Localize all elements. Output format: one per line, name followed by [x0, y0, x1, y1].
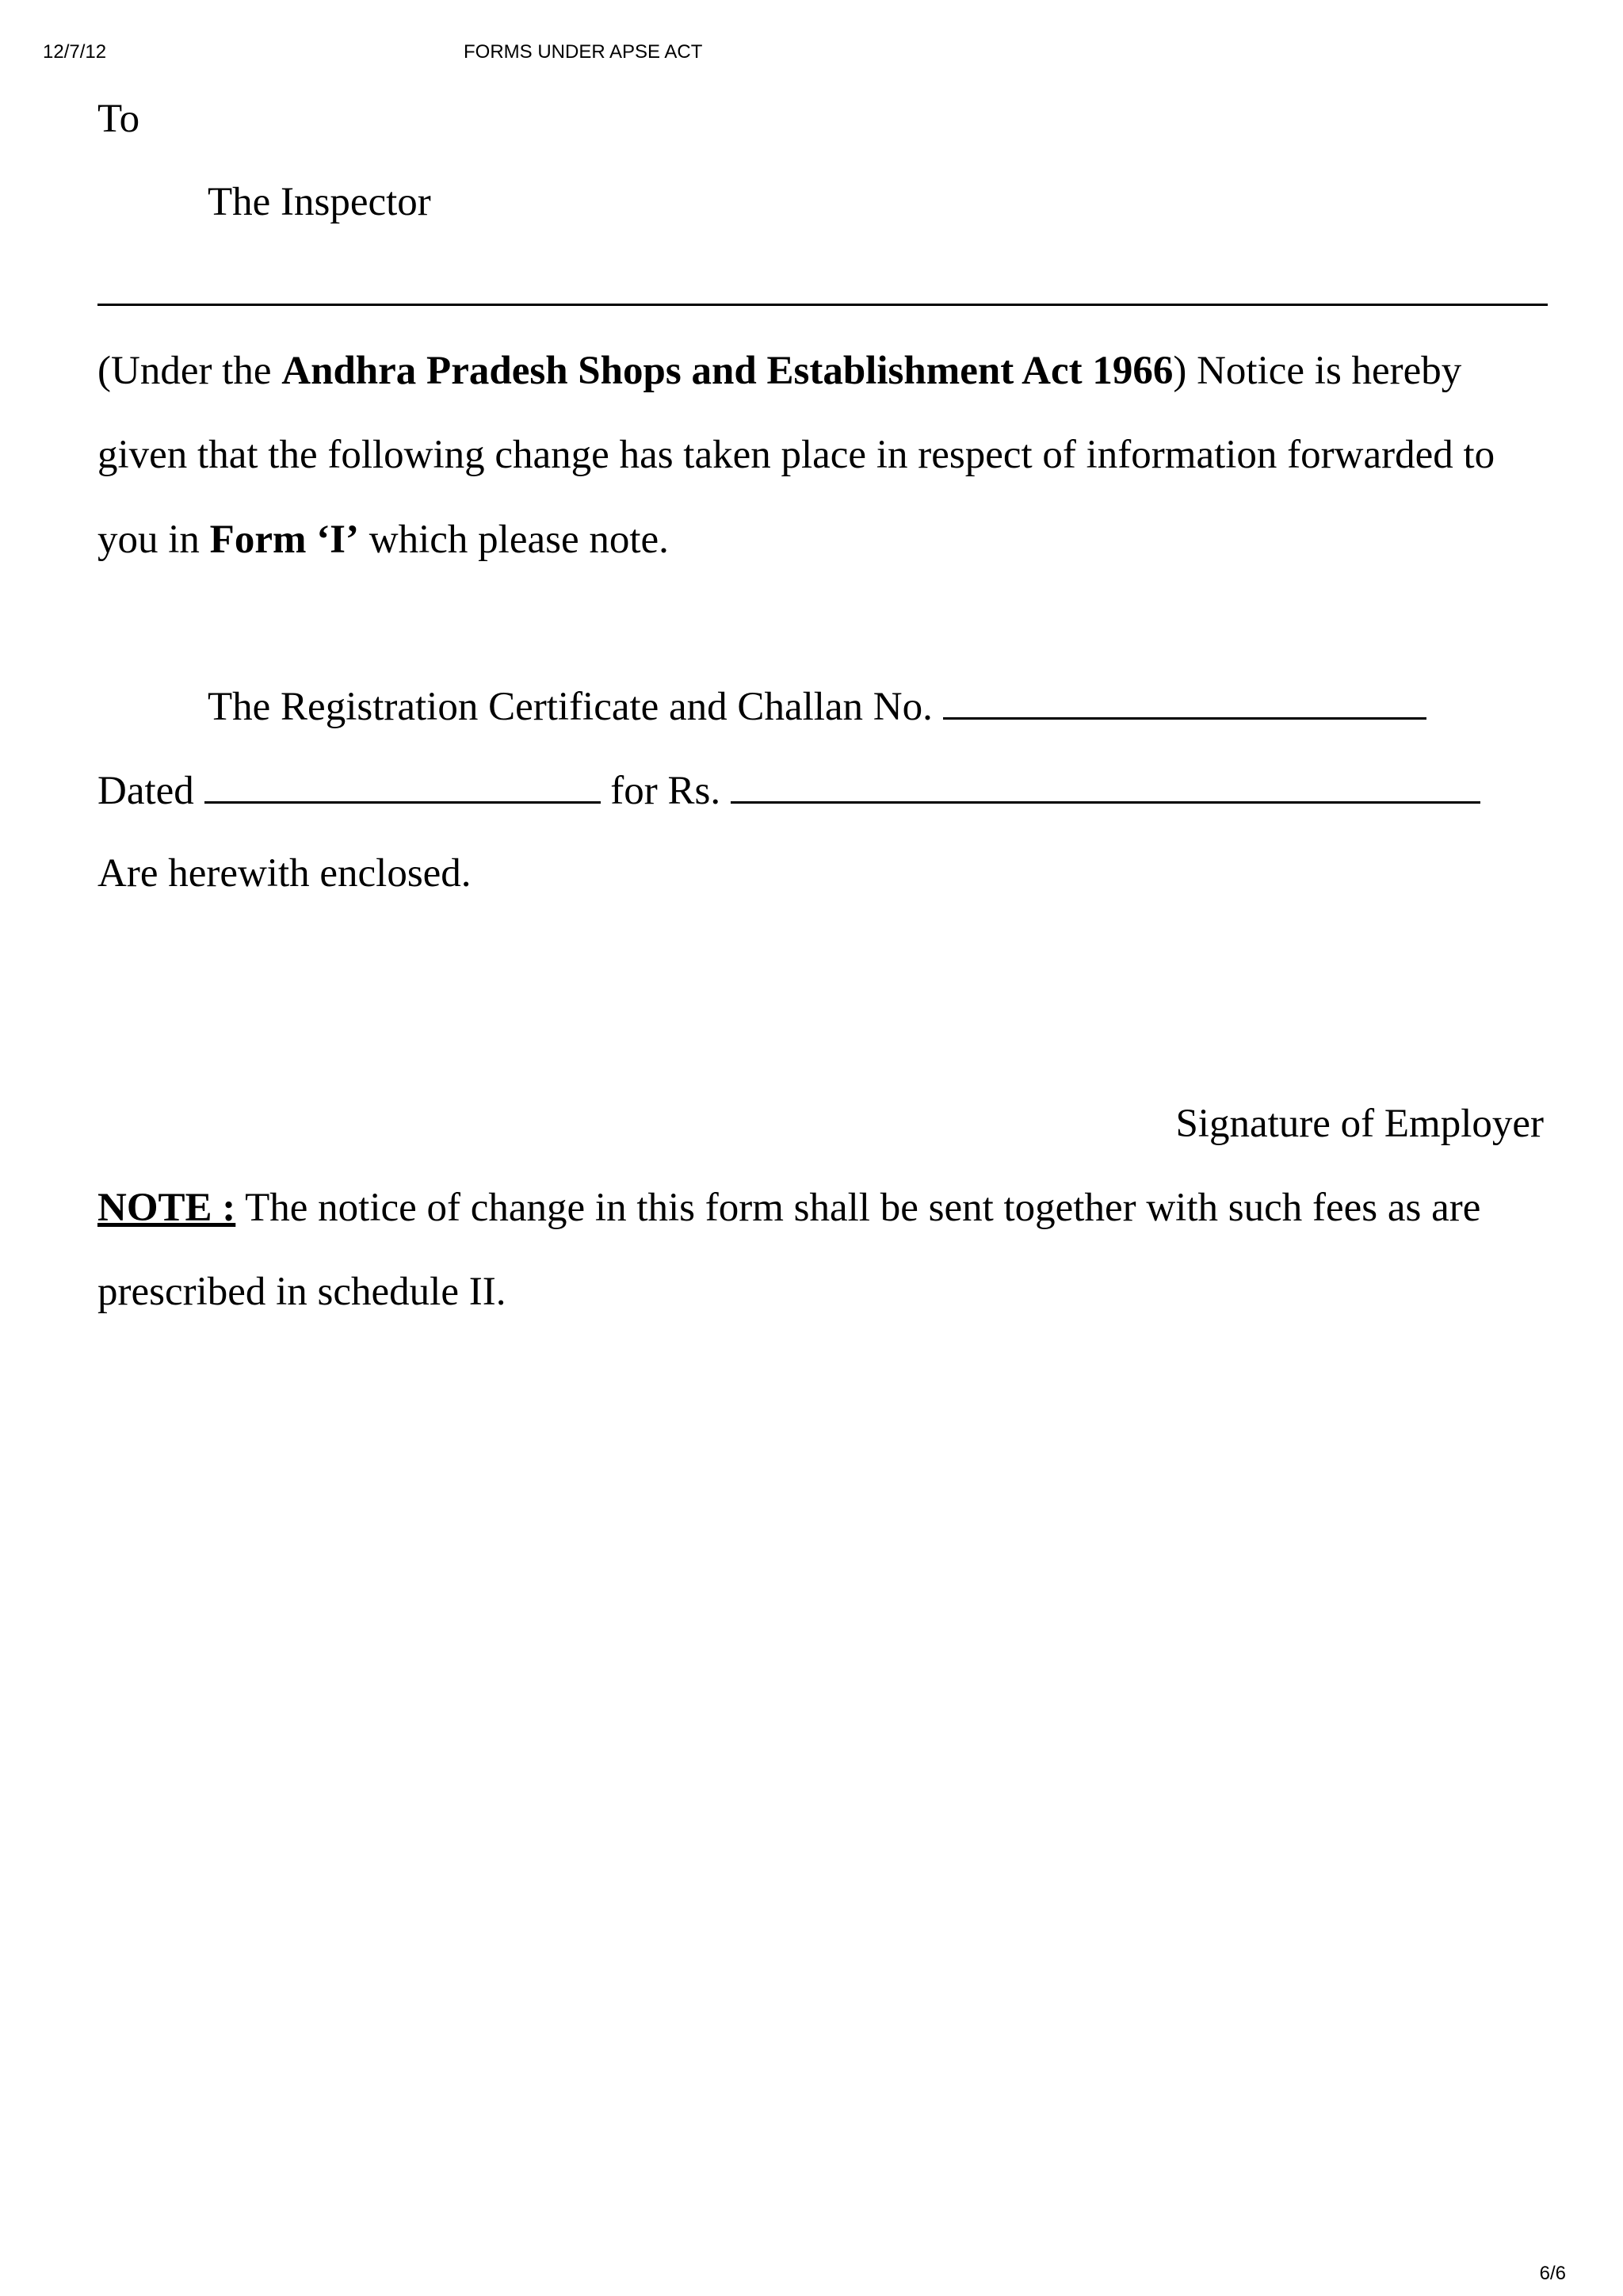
- para1-line3-end: which please note.: [359, 518, 669, 562]
- address-addressee: The Inspector: [208, 180, 431, 224]
- note-line1-rest: The notice of change in this form shall be sent together with such fees as are: [235, 1186, 1481, 1230]
- dated-blank: [204, 766, 601, 804]
- para1-line2: given that the following change has taken place in respect of information forwarded to: [97, 433, 1495, 477]
- signature-label: Signature of Employer: [1175, 1102, 1544, 1146]
- para1-line1-rest: ) Notice is hereby: [1173, 349, 1462, 393]
- note-line1: [97, 1184, 1548, 1232]
- challan-label: The Registration Certificate and Challan No.: [208, 685, 933, 729]
- note-line2: prescribed in schedule II.: [97, 1270, 506, 1314]
- challan-line: [208, 682, 1623, 731]
- challan-no-blank: [943, 682, 1426, 720]
- dated-line: [97, 766, 1548, 815]
- note-label: NOTE :: [97, 1186, 236, 1230]
- header-title: FORMS UNDER APSE ACT: [464, 41, 703, 63]
- header-date: 12/7/12: [43, 41, 107, 63]
- address-to: To: [97, 97, 140, 141]
- dated-label: Dated: [97, 769, 194, 813]
- para1-line3: [97, 516, 1548, 563]
- separator-rule: [97, 304, 1548, 306]
- para1-open: (Under the: [97, 349, 282, 393]
- para1-line1: [97, 347, 1548, 395]
- amount-blank: [731, 766, 1480, 804]
- act-name: Andhra Pradesh Shops and Establishment Act 1966: [281, 349, 1174, 393]
- para1-line3-start: you in: [97, 518, 210, 562]
- page-number: 6/6: [1539, 2263, 1566, 2284]
- enclosed-line: Are herewith enclosed.: [97, 851, 472, 896]
- form-ref: Form ‘I’: [209, 518, 360, 562]
- for-rs-label: for Rs.: [610, 769, 721, 813]
